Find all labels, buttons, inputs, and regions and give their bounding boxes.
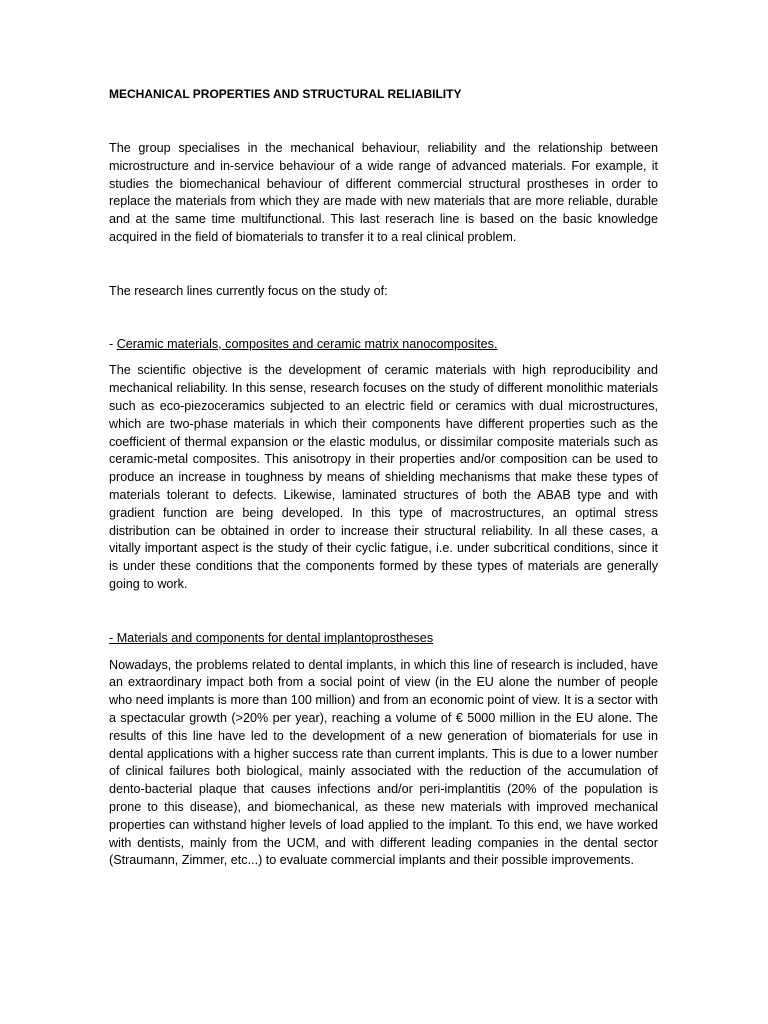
intro-paragraph: The group specialises in the mechanical behaviour, reliability and the relationship between microstructure and in-service behaviour of a wide range of advanced materials. For example, it studies the biomechanical behaviour of different commercial structural prostheses in order to replace the materials from which they are made with new materials that are more reliable, durable and at the same time multifunctional. This last reserach line is based on the basic knowledge acquired in the field of biomaterials to transfer it to a real clinical problem. [109,141,658,244]
section-heading-prefix: - [109,336,117,351]
section-body-dental: Nowadays, the problems related to dental implants, in which this line of research is included, have an extraordinary impact both from a social point of view (in the EU alone the number of people who need implants is more than 100 million) and from an economic point of view. It is a sector with a spectacular growth (>20% per year), reaching a volume of € 5000 million in the EU alone. The results of this line have led to the development of a new generation of biomaterials for use in dental applications with a higher success rate than current implants. This is due to a lower number of clinical failures both biological, mainly associated with the reduction of the accumulation of dento-bacterial plaque that causes infections and/or peri-implantitis (20% of the population is prone to this disease), and biomechanical, as these new materials with improved mechanical properties can withstand higher levels of load applied to the implant. To this end, we have worked with dentists, mainly from the UCM, and with different leading companies in the dental sector (Straumann, Zimmer, etc...) to evaluate commercial implants and their possible improvements. [109,657,658,868]
document-page [109,85,658,870]
section-heading-ceramics [109,336,658,354]
section-body-ceramics: The scientific objective is the development of ceramic materials with high reproducibility and mechanical reliability. In this sense, research focuses on the study of different monolithic materials such as eco-piezoceramics subjected to an electric field or ceramics with dual microstructures, which are two-phase materials in which their components have different properties such as the coefficient of thermal expansion or the elastic modulus, or dissimilar composite materials such as ceramic-metal composites. This anisotropy in their properties and/or composition can be used to produce an increase in toughness by means of shielding mechanisms that make these types of materials tolerant to defects. Likewise, laminated structures of both the ABAB type and with gradient function are being developed. In this type of macrostructures, an optimal stress distribution can be obtained in order to increase their structural reliability. In all these cases, a vitally important aspect is the study of their cyclic fatigue, i.e. under subcritical conditions, since it is under these conditions that the components formed by these types of materials are generally going to work. [109,363,658,591]
document-title: MECHANICAL PROPERTIES AND STRUCTURAL RELIABILITY [109,87,462,101]
research-lines-intro: The research lines currently focus on the study of: [109,283,388,298]
section-heading-dental: - Materials and components for dental implantoprostheses [109,630,434,645]
section-heading-ceramics-text: Ceramic materials, composites and ceramic matrix nanocomposites. [116,336,498,351]
